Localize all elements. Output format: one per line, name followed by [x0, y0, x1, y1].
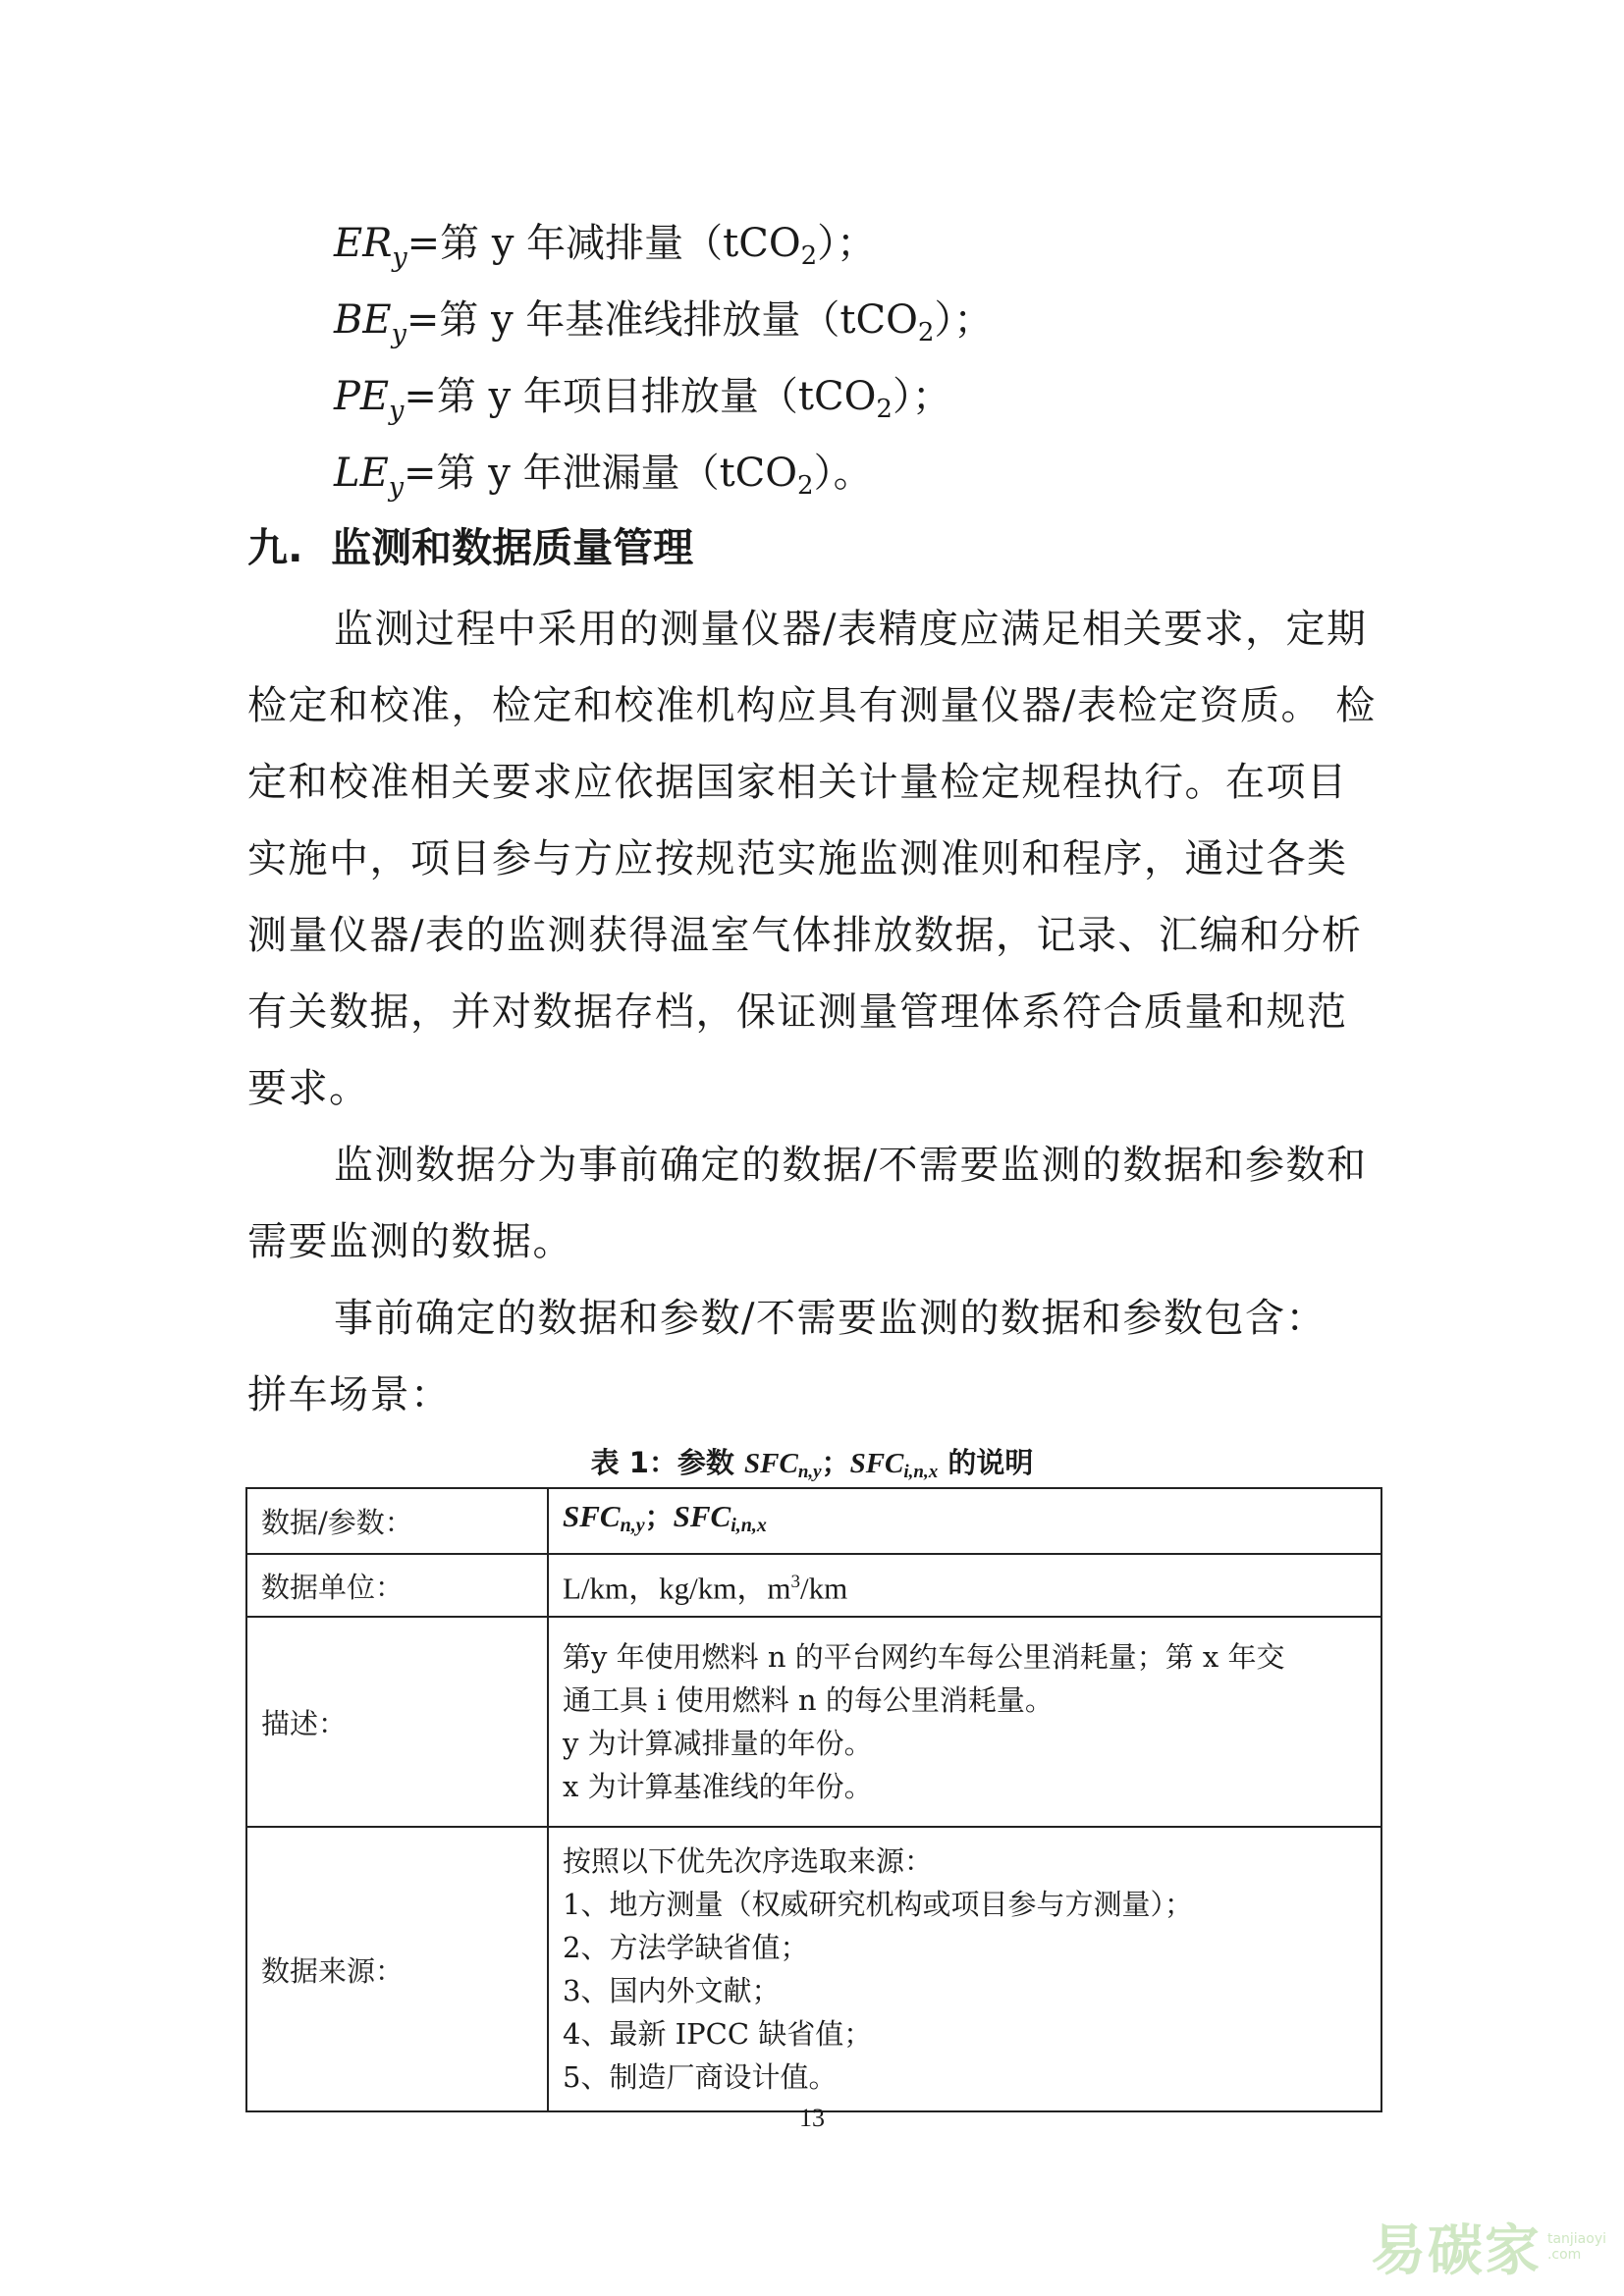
paragraph-data-types: 监测数据分为事前确定的数据/不需要监测的数据和参数和需要监测的数据。 — [247, 1143, 1368, 1264]
unit-value-b: /km — [800, 1571, 848, 1606]
desc-line: y 为计算减排量的年份。 — [563, 1727, 873, 1761]
param-symbol-2: SFC — [673, 1499, 731, 1533]
param-subscript-1: n,y — [620, 1515, 645, 1536]
caption-symbol-1: SFC — [743, 1448, 798, 1479]
caption-symbol-2: SFC — [849, 1448, 904, 1479]
caption-subscript-1: n,y — [797, 1462, 822, 1482]
definition-le-text: =第 y 年泄漏量（tCO — [404, 451, 798, 496]
unit-label-cell: 数据单位： — [246, 1554, 548, 1617]
symbol-pe: PE — [334, 374, 390, 419]
symbol-pe-sub: y — [389, 396, 405, 426]
section-heading — [247, 520, 693, 575]
symbol-be-sub: y — [391, 319, 406, 349]
symbol-le-sub: y — [388, 472, 405, 503]
unit-value-a: L/km，kg/km，m — [563, 1571, 791, 1606]
definition-pe-tail: ）； — [892, 374, 951, 419]
table-row — [246, 1488, 1381, 1554]
caption-subscript-2: i,n,x — [903, 1462, 939, 1482]
watermark-domain-top: tanjiaoyi — [1546, 2231, 1606, 2247]
desc-value-cell — [548, 1617, 1381, 1827]
table-row — [246, 1827, 1381, 2111]
desc-label-cell: 描述： — [246, 1617, 548, 1827]
definition-pe-text: =第 y 年项目排放量（tCO — [404, 374, 877, 419]
definition-er-tail: ）； — [817, 221, 877, 266]
definition-be-tail: ）； — [934, 297, 994, 343]
watermark-text: 易碳家 — [1370, 2219, 1542, 2283]
param-subscript-2: i,n,x — [731, 1515, 767, 1536]
definition-be — [334, 294, 993, 360]
paragraph-ex-ante: 事前确定的数据和参数/不需要监测的数据和参数包含： — [334, 1296, 1326, 1341]
param-label-cell: 数据/参数： — [246, 1488, 548, 1554]
page-number: 13 — [799, 2104, 825, 2132]
table-row — [246, 1554, 1381, 1617]
definition-le — [334, 448, 873, 513]
co2-subscript: 2 — [800, 241, 818, 271]
symbol-be: BE — [334, 297, 392, 343]
param-symbol-1: SFC — [563, 1499, 621, 1533]
symbol-le: LE — [334, 451, 389, 496]
watermark-domain — [1547, 2231, 1606, 2263]
scenario-label: 拼车场景： — [247, 1372, 452, 1417]
desc-line: 第y 年使用燃料 n 的平台网约车每公里消耗量；第 x 年交 — [563, 1640, 1285, 1675]
unit-superscript: 3 — [790, 1572, 800, 1592]
source-line: 3、国内外文献； — [563, 1974, 781, 2008]
co2-subscript: 2 — [917, 318, 935, 347]
watermark-domain-bottom: .com — [1546, 2247, 1582, 2263]
definition-le-tail: ）。 — [813, 451, 873, 496]
source-value-cell — [548, 1827, 1381, 2111]
source-line: 按照以下优先次序选取来源： — [563, 1844, 934, 1879]
param-separator: ； — [644, 1500, 674, 1533]
co2-subscript: 2 — [797, 471, 814, 501]
desc-line: 通工具 i 使用燃料 n 的每公里消耗量。 — [563, 1683, 1054, 1718]
paragraph-monitoring: 监测过程中采用的测量仪器/表精度应满足相关要求，定期检定和校准，检定和校准机构应具有测量仪器/表检定资质。 检定和校准相关要求应依据国家相关计量检定规程执行。在项目实施中，项目参与方应按规范实施监测准则和程序，通过各类测量仪器/表的监测获得温室气体排放数据，记录、汇编和分析有关数据，并对数据存档，保证测量管理体系符合质量和规范要求。 — [247, 607, 1377, 1111]
param-value-cell — [548, 1488, 1381, 1554]
symbol-er-sub: y — [392, 242, 407, 273]
definition-er — [334, 218, 876, 284]
desc-line: x 为计算基准线的年份。 — [563, 1770, 873, 1804]
source-label-cell: 数据来源： — [246, 1827, 548, 2111]
watermark-logo — [1371, 2208, 1606, 2286]
unit-value-cell — [548, 1554, 1381, 1617]
co2-subscript: 2 — [876, 395, 893, 424]
caption-separator: ； — [821, 1446, 850, 1479]
definition-be-text: =第 y 年基准线排放量（tCO — [406, 297, 918, 343]
section-title: 监测和数据质量管理 — [331, 524, 694, 571]
caption-suffix: 的说明 — [938, 1446, 1034, 1479]
definition-pe — [334, 371, 951, 437]
table-row — [246, 1617, 1381, 1827]
source-line: 1、地方测量（权威研究机构或项目参与方测量）； — [563, 1888, 1193, 1922]
section-number: 九. — [247, 524, 303, 571]
symbol-er: ER — [334, 221, 393, 266]
source-line: 5、制造厂商设计值。 — [563, 2060, 838, 2095]
definition-er-text: =第 y 年减排量（tCO — [406, 221, 801, 266]
table-caption — [0, 1441, 1624, 1483]
caption-prefix: 表 1：参数 — [590, 1446, 744, 1479]
parameter-table — [245, 1487, 1382, 2112]
source-line: 2、方法学缺省值； — [563, 1931, 809, 1965]
source-line: 4、最新 IPCC 缺省值； — [563, 2017, 873, 2052]
